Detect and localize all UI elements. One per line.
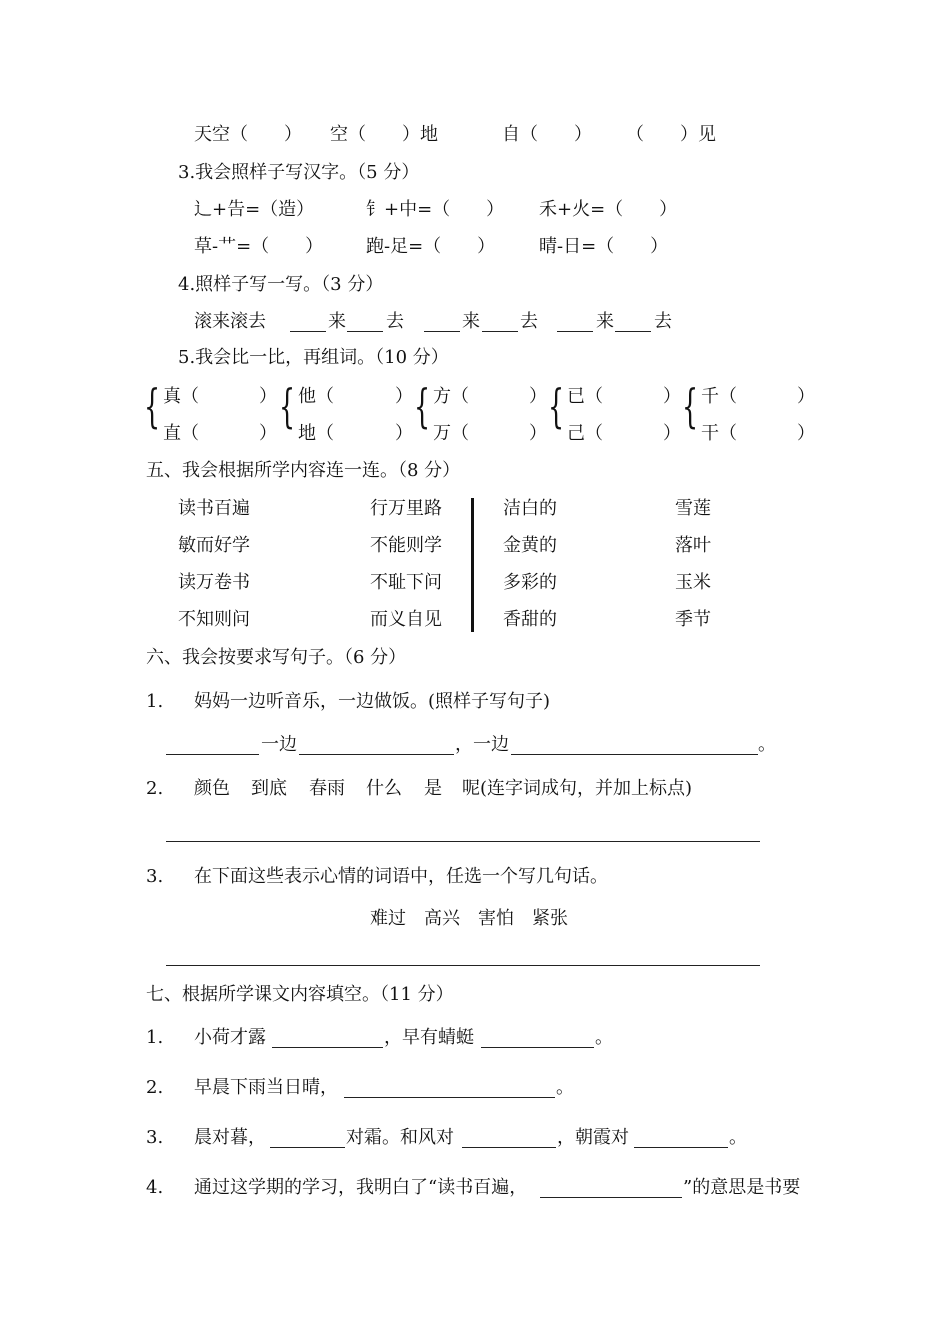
q3-item: 草-艹=（ ） [194,236,324,257]
question-text: 妈妈一边听音乐，一边做饭。(照样子写句子) [194,691,551,712]
q3-item: 禾+火=（ ） [539,199,678,220]
question-number: 1. [146,691,164,712]
answer-blank[interactable] [299,754,454,755]
q5-word: 他（ [298,386,334,407]
answer-blank[interactable] [166,754,259,755]
divider [471,498,474,632]
answer-blank[interactable] [634,1147,728,1148]
q3-heading: 3.我会照样子写汉字。（5 分） [178,162,420,183]
match-item[interactable]: 玉米 [675,572,711,593]
q4-blank[interactable] [557,331,593,332]
q2-item-1: 天空（ ） [194,124,302,145]
word-token: 呢(连字词成句，并加上标点) [462,778,693,799]
q2-item-3: 自（ ） [502,124,592,145]
q4-char: 来 [462,311,480,332]
q5-heading: 5.我会比一比，再组词。（10 分） [178,347,449,368]
match-item[interactable]: 不能则学 [370,535,442,556]
fill-text: ，早有蜻蜓 [384,1027,474,1048]
fill-text: 早晨下雨当日晴， [194,1077,338,1098]
fill-text: ，一边 [455,734,509,755]
answer-blank[interactable] [511,754,758,755]
question-number: 1. [146,1027,164,1048]
match-item[interactable]: 不耻下问 [370,572,442,593]
fill-text: 对霜。和风对 [346,1127,454,1148]
fill-text: ”的意思是书要 [683,1177,801,1198]
fill-text: 。 [556,1077,574,1098]
match-item[interactable]: 香甜的 [503,609,557,630]
q4-blank[interactable] [347,331,383,332]
question-number: 3. [146,1127,164,1148]
q2-item-2: 空（ ）地 [330,124,438,145]
fill-text: 晨对暮， [194,1127,266,1148]
q5-word: 地（ [298,423,334,444]
answer-blank[interactable] [344,1097,555,1098]
q3-item: 跑-足=（ ） [366,236,496,257]
q4-heading: 4.照样子写一写。（3 分） [178,274,384,295]
fill-text: 。 [595,1027,613,1048]
answer-line[interactable] [166,965,760,966]
answer-blank[interactable] [270,1147,345,1148]
match-item[interactable]: 读万卷书 [178,572,250,593]
word-token: 到底 [251,778,287,799]
q4-blank[interactable] [482,331,518,332]
word-token: 是 [424,778,442,799]
question-number: 2. [146,778,164,799]
q5-close: ） [529,386,547,407]
match-item[interactable]: 季节 [675,609,711,630]
question-text: 在下面这些表示心情的词语中，任选一个写几句话。 [194,866,608,887]
q3-item: 晴-日=（ ） [539,236,669,257]
q5-close: ） [395,386,413,407]
fill-text: 。 [729,1127,747,1148]
word-token: 什么 [366,778,402,799]
q4-char: 去 [520,311,538,332]
brace-icon: { [682,379,699,433]
q4-char: 去 [386,311,404,332]
q5-close: ） [259,423,277,444]
match-item[interactable]: 金黄的 [503,535,557,556]
q4-example: 滚来滚去 [194,311,266,332]
answer-blank[interactable] [462,1147,556,1148]
q5-word: 己（ [567,423,603,444]
q5-close: ） [395,423,413,444]
q5-close: ） [259,386,277,407]
q3-item: 辶+告=（造） [194,199,315,220]
q5-close: ） [529,423,547,444]
question-number: 4. [146,1177,164,1198]
match-item[interactable]: 落叶 [675,535,711,556]
word-token: 春雨 [309,778,345,799]
q5-word: 真（ [163,386,199,407]
answer-line[interactable] [166,841,760,842]
q5-close: ） [797,386,815,407]
q4-blank[interactable] [615,331,651,332]
q5-close: ） [797,423,815,444]
section-6-title: 六、我会按要求写句子。（6 分） [146,647,407,668]
brace-icon: { [414,379,431,433]
match-item[interactable]: 行万里路 [370,498,442,519]
mood-words: 难过 高兴 害怕 紧张 [370,908,568,929]
q4-blank[interactable] [290,331,326,332]
q4-char: 来 [596,311,614,332]
q5-word: 已（ [567,386,603,407]
section-5-title: 五、我会根据所学内容连一连。（8 分） [146,460,461,481]
question-number: 2. [146,1077,164,1098]
question-number: 3. [146,866,164,887]
q5-word: 干（ [701,423,737,444]
word-token: 颜色 [194,778,230,799]
q4-char: 来 [328,311,346,332]
q2-item-4: （ ）见 [626,124,716,145]
match-item[interactable]: 敏而好学 [178,535,250,556]
q5-close: ） [663,386,681,407]
q3-item: 钅+中=（ ） [366,199,505,220]
fill-text: 小荷才露 [194,1027,266,1048]
answer-blank[interactable] [272,1047,383,1048]
match-item[interactable]: 而义自见 [370,609,442,630]
match-item[interactable]: 洁白的 [503,498,557,519]
brace-icon: { [279,379,296,433]
fill-text: ，朝霞对 [557,1127,629,1148]
brace-icon: { [144,379,161,433]
answer-blank[interactable] [481,1047,594,1048]
fill-text: 一边 [261,734,297,755]
match-item[interactable]: 雪莲 [675,498,711,519]
q5-word: 千（ [701,386,737,407]
match-item[interactable]: 不知则问 [178,609,250,630]
match-item[interactable]: 多彩的 [503,572,557,593]
fill-text: 通过这学期的学习，我明白了“读书百遍， [194,1177,528,1198]
q4-char: 去 [654,311,672,332]
q5-word: 万（ [433,423,469,444]
brace-icon: { [548,379,565,433]
section-7-title: 七、根据所学课文内容填空。（11 分） [146,984,454,1005]
match-item[interactable]: 读书百遍 [178,498,250,519]
q4-blank[interactable] [424,331,460,332]
q5-close: ） [663,423,681,444]
fill-text: 。 [758,734,776,755]
answer-blank[interactable] [540,1197,682,1198]
q5-word: 方（ [433,386,469,407]
q5-word: 直（ [163,423,199,444]
